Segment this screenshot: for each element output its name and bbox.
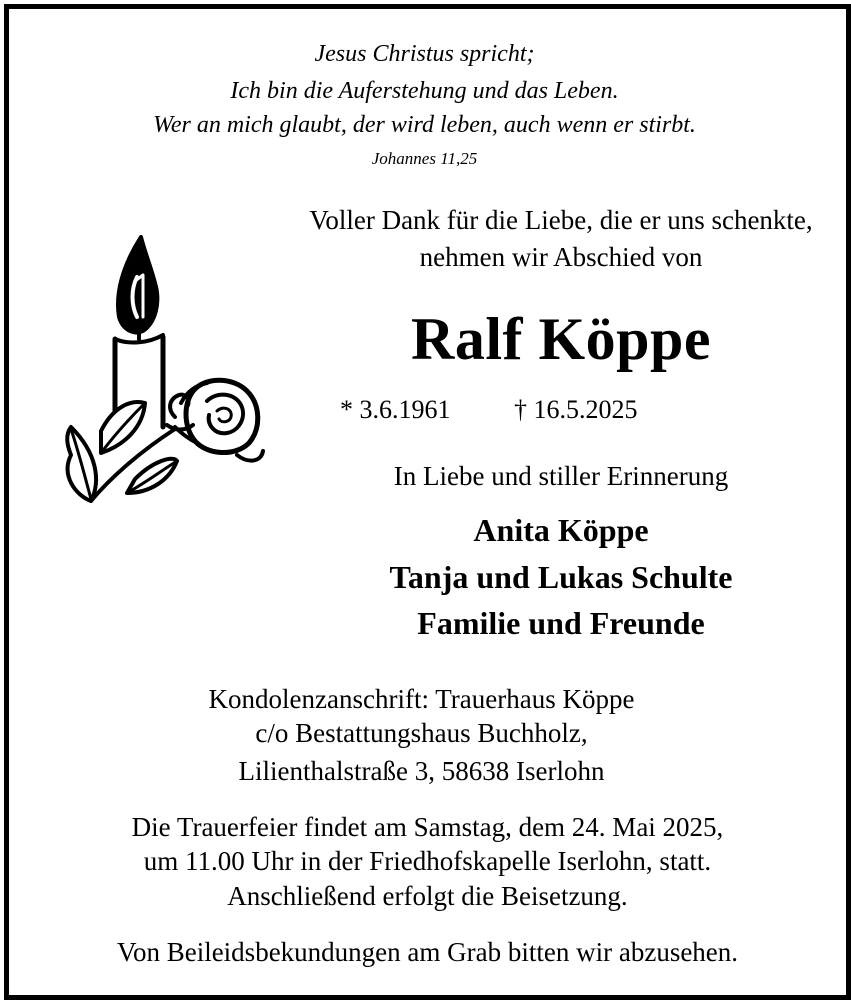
condolence-address-line-3: Lilienthalstraße 3, 58638 Iserlohn [238, 756, 605, 786]
death-date: † 16.5.2025 [514, 395, 638, 424]
mourner-line-1: Anita Köppe [473, 512, 649, 548]
condolence-address-line-1: Kondolenzanschrift: Trauerhaus Köppe [208, 684, 635, 714]
mourner-line-2: Tanja und Lukas Schulte [389, 559, 733, 595]
mourner-line-3: Familie und Freunde [417, 605, 705, 641]
birth-date: * 3.6.1961 [340, 395, 451, 424]
condolence-address-line-2: c/o Bestattungshaus Buchholz, [255, 718, 588, 748]
verse-reference: Johannes 11,25 [371, 149, 478, 168]
funeral-line-2: um 11.00 Uhr in der Friedhofskapelle Iserlohn, statt. [143, 846, 712, 876]
funeral-line-3: Anschließend erfolgt die Beisetzung. [227, 881, 628, 911]
verse-line-3: Wer an mich glaubt, der wird leben, auch wenn er stirbt. [153, 112, 696, 138]
obituary-notice [4, 4, 851, 1000]
verse-line-1: Jesus Christus spricht; [314, 41, 535, 67]
closing-note: Von Beileidsbekundungen am Grab bitten wir abzusehen. [116, 937, 739, 967]
intro-line-1: Voller Dank für die Liebe, die er uns schenkte, [309, 205, 813, 235]
candle-with-rose-icon [57, 231, 272, 521]
remembrance-line: In Liebe und stiller Erinnerung [393, 461, 729, 491]
funeral-line-1: Die Trauerfeier findet am Samstag, dem 24. Mai 2025, [131, 812, 724, 842]
intro-line-2: nehmen wir Abschied von [419, 242, 703, 272]
deceased-name: Ralf Köppe [410, 306, 712, 372]
verse-line-2: Ich bin die Auferstehung und das Leben. [230, 78, 619, 104]
